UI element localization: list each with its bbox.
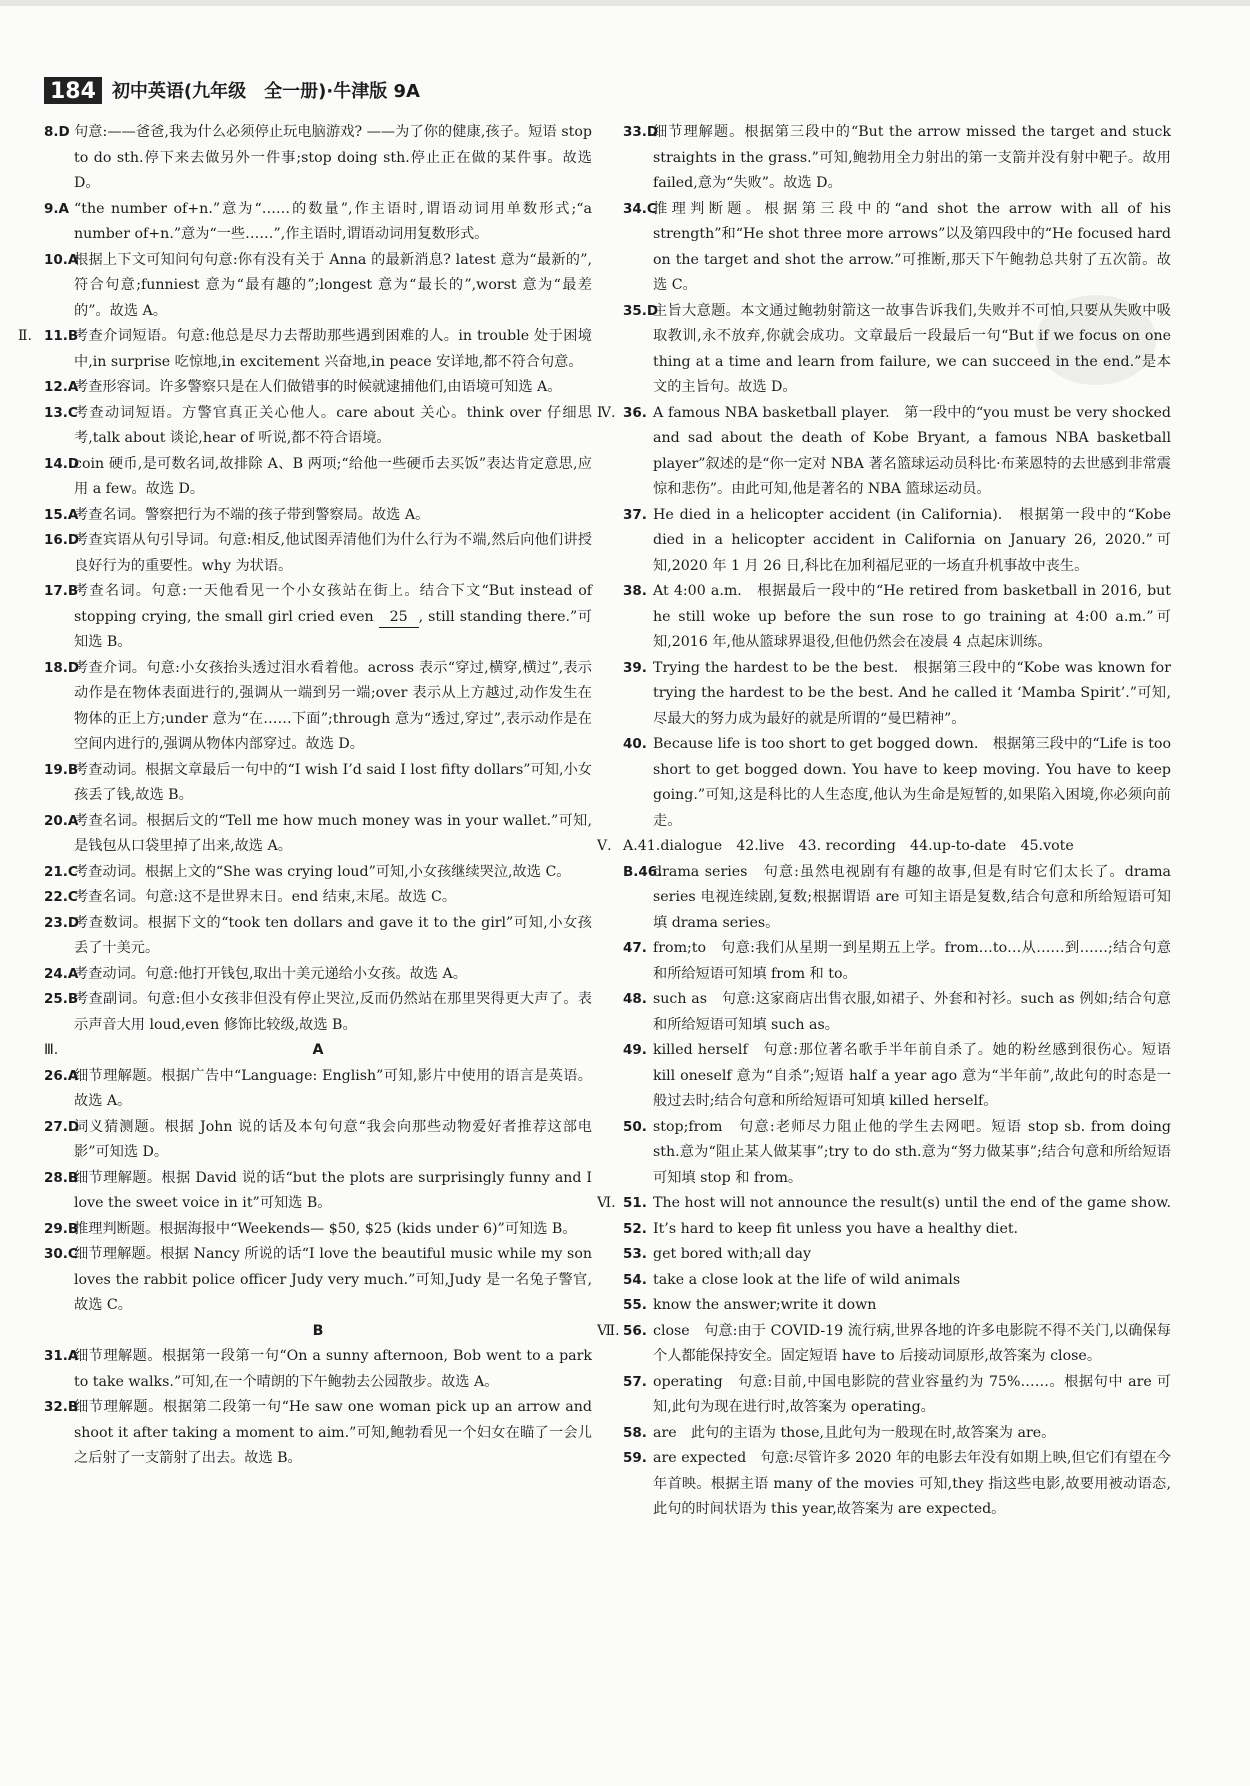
- explanation-text: 推理判断题。根据海报中“Weekends— $50, $25 (kids under 6)”可知选 B。: [74, 1220, 577, 1237]
- explanation-text: 考查名词。句意:一天他看见一个小女孩站在街上。结合下文“But instead of stopping crying, the small girl cried even: [74, 583, 592, 625]
- question-number: 50.: [623, 1118, 647, 1135]
- section-heading-a: [44, 1038, 592, 1064]
- section-numeral: Ⅶ.: [597, 1322, 620, 1339]
- explanation-text: Because life is too short to get bogged down. 根据第三段中的“Life is too short to get bogged down. You have to keep moving. You have to keep going.”可知,这是科比的人生态度,他认为生命是短暂的,如果陷入困境,你必须向前走。: [653, 736, 1171, 829]
- question-number: 29.B: [44, 1220, 79, 1237]
- explanation-text: A famous NBA basketball player. 第一段中的“you must be very shocked and sad about the death of Kobe Bryant, a famous NBA basketball player”叙述的是“你一定对 NBA 著名篮球运动员科比·布莱恩特的去世感到非常震惊和悲伤”。由此可知,他是著名的 NBA 篮球运动员。: [653, 404, 1171, 497]
- question-number: 49.: [623, 1042, 647, 1058]
- explanation-text: 根据上下文可知问句句意:你有没有关于 Anna 的最新消息? latest 意为“最新的”,符合句意;funniest 意为“最有趣的”;longest 意为“最长的”,worst 意为“最差的”。故选 A。: [74, 251, 592, 319]
- question-number: 14.D: [44, 455, 80, 472]
- question-number: 51.: [623, 1195, 647, 1211]
- question-number: 26.A: [44, 1067, 79, 1084]
- top-edge: [0, 0, 1250, 6]
- explanation-text: are expected 句意:尽管许多 2020 年的电影去年没有如期上映,但它们有望在今年首映。根据主语 many of the movies 可知,they 指这些电影,故要用被动语态,此句的时间状语为 this year,故答案为 are expected。: [653, 1450, 1171, 1517]
- question-number: 10.A: [44, 251, 79, 268]
- question-number: 31.A: [44, 1348, 79, 1364]
- answer-entry: [623, 732, 1171, 834]
- question-number: 47.: [623, 940, 647, 956]
- question-number: 34.C: [623, 200, 657, 217]
- question-number: 11.B: [44, 328, 79, 344]
- answer-entry: [44, 401, 592, 452]
- explanation-text: At 4:00 a.m. 根据最后一段中的“He retired from basketball in 2016, but he still woke up before the sun rose to go training at 4:00 a.m.”可知,2016 年,他从篮球界退役,但他仍然会在凌晨 4 点起床训练。: [653, 583, 1171, 650]
- question-number: 38.: [623, 583, 647, 599]
- explanation-text: 考查动词。根据文章最后一句中的“I wish I’d said I lost fifty dollars”可知,小女孩丢了钱,故选 B。: [74, 761, 592, 803]
- explanation-text: get bored with;all day: [653, 1246, 811, 1262]
- answer-entry: [623, 299, 1171, 401]
- answer-entry: [44, 579, 592, 656]
- explanation-text: take a close look at the life of wild animals: [653, 1271, 961, 1288]
- question-number: 18.D: [44, 659, 80, 676]
- answer-entry: [44, 860, 592, 886]
- explanation-text: 考查动词。根据上文的“She was crying loud”可知,小女孩继续哭泣,故选 C。: [74, 863, 571, 880]
- question-number: 22.C: [44, 889, 78, 905]
- explanation-text: such as 句意:这家商店出售衣服,如裙子、外套和衬衫。such as 例如;结合句意和所给短语可知填 such as。: [653, 991, 1171, 1033]
- explanation-text: coin 硬币,是可数名词,故排除 A、B 两项;“给他一些硬币去买饭”表达肯定意思,应用 a few。故选 D。: [74, 455, 592, 497]
- answer-entry: [44, 809, 592, 860]
- section-numeral: Ⅴ.: [597, 838, 612, 854]
- left-column: [18, 120, 592, 1472]
- explanation-text: 词义猜测题。根据 John 说的话及本句句意“我会向那些动物爱好者推荐这部电影”可知选 D。: [74, 1118, 592, 1160]
- explanation-text: 句意:——爸爸,我为什么必须停止玩电脑游戏? ——为了你的健康,孩子。短语 stop to do sth.停下来去做另外一件事;stop doing sth.停止正在做的某件事。故选 D。: [74, 124, 592, 191]
- question-number: 30.C: [44, 1246, 78, 1262]
- explanation-text: 细节理解题。根据第一段第一句“On a sunny afternoon, Bob went to a park to take walks.”可知,在一个晴朗的下午鲍勃去公园散步。故选 A。: [74, 1348, 592, 1390]
- question-number: 56.: [623, 1322, 647, 1339]
- question-number: 33.D: [623, 124, 659, 140]
- section-numeral: Ⅵ.: [597, 1195, 616, 1211]
- answer-entry: [623, 987, 1171, 1038]
- question-number: 40.: [623, 736, 647, 752]
- explanation-text: It’s hard to keep fit unless you have a healthy diet.: [653, 1220, 1019, 1237]
- answer-entry: [623, 120, 1171, 197]
- answer-entry: [597, 1319, 1171, 1370]
- explanation-text: 细节理解题。根据广告中“Language: English”可知,影片中使用的语言是英语。故选 A。: [74, 1067, 592, 1109]
- explanation-text: 主旨大意题。本文通过鲍勃射箭这一故事告诉我们,失败并不可怕,只要从失败中吸取教训,永不放弃,你就会成功。文章最后一段最后一句“But if we focus on one thing at a time and learn from failure, we can succeed in the end.”是本文的主旨句。故选 D。: [653, 302, 1171, 395]
- explanation-text: are 此句的主语为 those,且此句为一般现在时,故答案为 are。: [653, 1424, 1056, 1441]
- explanation-text: know the answer;write it down: [653, 1297, 877, 1313]
- answer-entry: [44, 1344, 592, 1395]
- question-number: 13.C: [44, 404, 78, 421]
- question-number: 32.B: [44, 1399, 79, 1415]
- answer-entry: [44, 248, 592, 325]
- question-number: 12.A: [44, 379, 79, 395]
- explanation-text: operating 句意:目前,中国电影院的营业容量约为 75%……。根据句中 are 可知,此句为现在进行时,故答案为 operating。: [653, 1373, 1171, 1415]
- question-number: 59.: [623, 1450, 647, 1466]
- answer-entry: [623, 1115, 1171, 1192]
- explanation-text: 考查动词短语。方警官真正关心他人。care about 关心。think over 仔细思考,talk about 谈论,hear of 听说,都不符合语境。: [74, 404, 592, 446]
- explanation-text: from;to 句意:我们从星期一到星期五上学。from…to…从……到……;结合句意和所给短语可知填 from 和 to。: [653, 940, 1171, 982]
- answer-entry: [623, 1421, 1171, 1447]
- explanation-text: 考查介词短语。句意:他总是尽力去帮助那些遇到困难的人。in trouble 处于困境中,in surprise 吃惊地,in excitement 兴奋地,in peace 安详地,都不符合句意。: [74, 328, 592, 370]
- question-number: B.46.: [623, 863, 663, 880]
- answer-entry: [44, 1242, 592, 1319]
- question-number: 55.: [623, 1297, 647, 1313]
- answer-entry: [44, 120, 592, 197]
- question-number: 27.D: [44, 1118, 80, 1135]
- blank-25: 25: [379, 607, 419, 628]
- question-number: 39.: [623, 659, 647, 676]
- question-number: 28.B: [44, 1169, 79, 1186]
- answer-entry: [623, 503, 1171, 580]
- answer-entry: [623, 1217, 1171, 1243]
- answer-entry: [623, 1370, 1171, 1421]
- question-number: 23.D: [44, 914, 80, 931]
- answer-entry: [44, 503, 592, 529]
- explanation-text: 细节理解题。根据第三段中的“But the arrow missed the target and stuck straights in the grass.”可知,鲍勃用全力射出的第一支箭并没有射中靶子。故用 failed,意为“失败”。故选 D。: [653, 124, 1171, 191]
- explanation-text: He died in a helicopter accident (in California). 根据第一段中的“Kobe died in a helicopter accident in California on January 26, 2020.”可知,2020 年 1 月 26 日,科比在加利福尼亚的一场直升机事故中丧生。: [653, 506, 1171, 574]
- explanation-text: The host will not announce the result(s) until the end of the game show.: [653, 1195, 1171, 1211]
- answer-entry: [44, 962, 592, 988]
- explanation-text: killed herself 句意:那位著名歌手半年前自杀了。她的粉丝感到很伤心。短语 kill oneself 意为“自杀”;短语 half a year ago 意为“半年前”,故此句的时态是一般过去时;结合句意和所给短语可知填 killed herself。: [653, 1042, 1171, 1109]
- question-number: 17.B: [44, 583, 79, 599]
- answer-entry: [623, 656, 1171, 733]
- page-number: 184: [44, 77, 102, 104]
- question-number: 9.A: [44, 200, 69, 217]
- answer-entry: [597, 834, 1171, 860]
- explanation-text: 考查数词。根据下文的“took ten dollars and gave it to the girl”可知,小女孩丢了十美元。: [74, 914, 592, 956]
- explanation-text: 考查名词。警察把行为不端的孩子带到警察局。故选 A。: [74, 506, 430, 523]
- explanation-text: 细节理解题。根据第二段第一句“He saw one woman pick up an arrow and shoot it after taking a moment to aim.”可知,鲍勃看见一个妇女在瞄了一会儿之后射了一支箭射了出去。故选 B。: [74, 1399, 592, 1466]
- explanation-text: 推理判断题。根据第三段中的“and shot the arrow with all of his strength”和“He shot three more arrows”以及第四段中的“He focused hard on the target and shot the arrow.”可推断,那天下午鲍勃总共射了五次箭。故选 C。: [653, 200, 1171, 293]
- explanation-text: 考查形容词。许多警察只是在人们做错事的时候就逮捕他们,由语境可知选 A。: [74, 379, 562, 395]
- explanation-text: 考查动词。句意:他打开钱包,取出十美元递给小女孩。故选 A。: [74, 965, 467, 982]
- answer-entry: [44, 197, 592, 248]
- explanation-text: 考查名词。句意:这不是世界末日。end 结束,末尾。故选 C。: [74, 889, 457, 905]
- question-number: 24.A: [44, 965, 79, 982]
- question-number: 53.: [623, 1246, 647, 1262]
- answer-line: A.41.dialogue 42.live 43. recording 44.up-to-date 45.vote: [623, 838, 1074, 854]
- question-number: 36.: [623, 404, 647, 421]
- question-number: 16.D: [44, 532, 80, 548]
- explanation-text: , still standing there.”可知选 B。: [74, 608, 592, 650]
- answer-entry: [623, 1293, 1171, 1319]
- answer-entry: [44, 452, 592, 503]
- answer-entry: [44, 987, 592, 1038]
- book-title: 初中英语(九年级 全一册)·牛津版 9A: [111, 81, 420, 102]
- section-heading-b: B: [312, 1322, 324, 1339]
- question-number: 57.: [623, 1373, 647, 1390]
- question-number: 54.: [623, 1271, 647, 1288]
- question-number: 20.A: [44, 812, 79, 829]
- explanation-text: 考查介词。句意:小女孩抬头透过泪水看着他。across 表示“穿过,横穿,横过”,表示动作是在物体表面进行的,强调从一端到另一端;over 表示从上方越过,动作发生在物体的正上方;under 意为“在……下面”;through 意为“透过,穿过”,表示动作是在空间内进行的,强调从物体内部穿过。故选 D。: [74, 659, 592, 752]
- explanation-text: stop;from 句意:老师尽力阻止他的学生去网吧。短语 stop sb. from doing sth.意为“阻止某人做某事”;try to do sth.意为“努力做某事”;结合句意和所给短语可知填 stop 和 from。: [653, 1118, 1171, 1186]
- page-header: [44, 70, 420, 110]
- explanation-text: 考查名词。根据后文的“Tell me how much money was in your wallet.”可知,是钱包从口袋里掉了出来,故选 A。: [74, 812, 592, 854]
- explanation-text: drama series 句意:虽然电视剧有有趣的故事,但是有时它们太长了。drama series 电视连续剧,复数;根据谓语 are 可知主语是复数,结合句意和所给短语可知填 drama series。: [653, 863, 1171, 931]
- question-number: 21.C: [44, 863, 78, 880]
- answer-entry: [623, 1242, 1171, 1268]
- answer-entry: [44, 1217, 592, 1243]
- section-numeral: Ⅱ.: [18, 328, 32, 344]
- right-column: [597, 120, 1171, 1523]
- question-number: 52.: [623, 1220, 647, 1237]
- explanation-text: Trying the hardest to be the best. 根据第三段中的“Kobe was known for trying the hardest to be the best. And he called it ‘Mamba Spirit’.”可知,尽最大的努力成为最好的就是所谓的“曼巴精神”。: [653, 659, 1171, 727]
- question-number: 58.: [623, 1424, 647, 1441]
- answer-entry: [44, 885, 592, 911]
- answer-entry: [18, 324, 592, 375]
- answer-entry: [623, 936, 1171, 987]
- answer-entry: [597, 401, 1171, 503]
- explanation-text: 细节理解题。根据 David 说的话“but the plots are surprisingly funny and I love the sweet voice in it”可知选 B。: [74, 1169, 592, 1211]
- answer-entry: [623, 1268, 1171, 1294]
- answer-entry: [623, 1038, 1171, 1115]
- question-number: 37.: [623, 506, 647, 523]
- answer-entry: [44, 1166, 592, 1217]
- question-number: 19.B: [44, 761, 79, 778]
- explanation-text: close 句意:由于 COVID-19 流行病,世界各地的许多电影院不得不关门,以确保每个人都能保持安全。固定短语 have to 后接动词原形,故答案为 close。: [653, 1322, 1171, 1364]
- answer-entry: [623, 860, 1171, 937]
- answer-entry: [623, 197, 1171, 299]
- explanation-text: 考查副词。句意:但小女孩非但没有停止哭泣,反而仍然站在那里哭得更大声了。表示声音大用 loud,even 修饰比较级,故选 B。: [74, 991, 592, 1033]
- question-number: 25.B: [44, 991, 79, 1007]
- answer-entry: [44, 656, 592, 758]
- answer-entry: [44, 758, 592, 809]
- answer-entry: [44, 375, 592, 401]
- explanation-text: 细节理解题。根据 Nancy 所说的话“I love the beautiful music while my son loves the rabbit police officer Judy very much.”可知,Judy 是一名兔子警官,故选 C。: [74, 1246, 592, 1313]
- section-numeral: Ⅳ.: [597, 404, 616, 421]
- answer-entry: [623, 1446, 1171, 1523]
- answer-entry: [44, 911, 592, 962]
- question-number: 35.D: [623, 302, 659, 319]
- question-number: 48.: [623, 991, 647, 1007]
- answer-entry: [623, 579, 1171, 656]
- answer-entry: [44, 1064, 592, 1115]
- explanation-text: “the number of+n.”意为“……的数量”,作主语时,谓语动词用单数形式;“a number of+n.”意为“一些……”,作主语时,谓语动词用复数形式。: [74, 200, 592, 242]
- question-number: 15.A: [44, 506, 79, 523]
- answer-entry: [44, 1395, 592, 1472]
- section-numeral: Ⅲ.: [44, 1042, 59, 1058]
- question-number: 8.D: [44, 124, 70, 140]
- answer-entry: [597, 1191, 1171, 1217]
- answer-entry: [44, 528, 592, 579]
- passage-label: A: [312, 1042, 324, 1058]
- answer-entry: [44, 1115, 592, 1166]
- explanation-text: 考查宾语从句引导词。句意:相反,他试图弄清他们为什么行为不端,然后向他们讲授良好行为的重要性。why 为状语。: [74, 532, 592, 574]
